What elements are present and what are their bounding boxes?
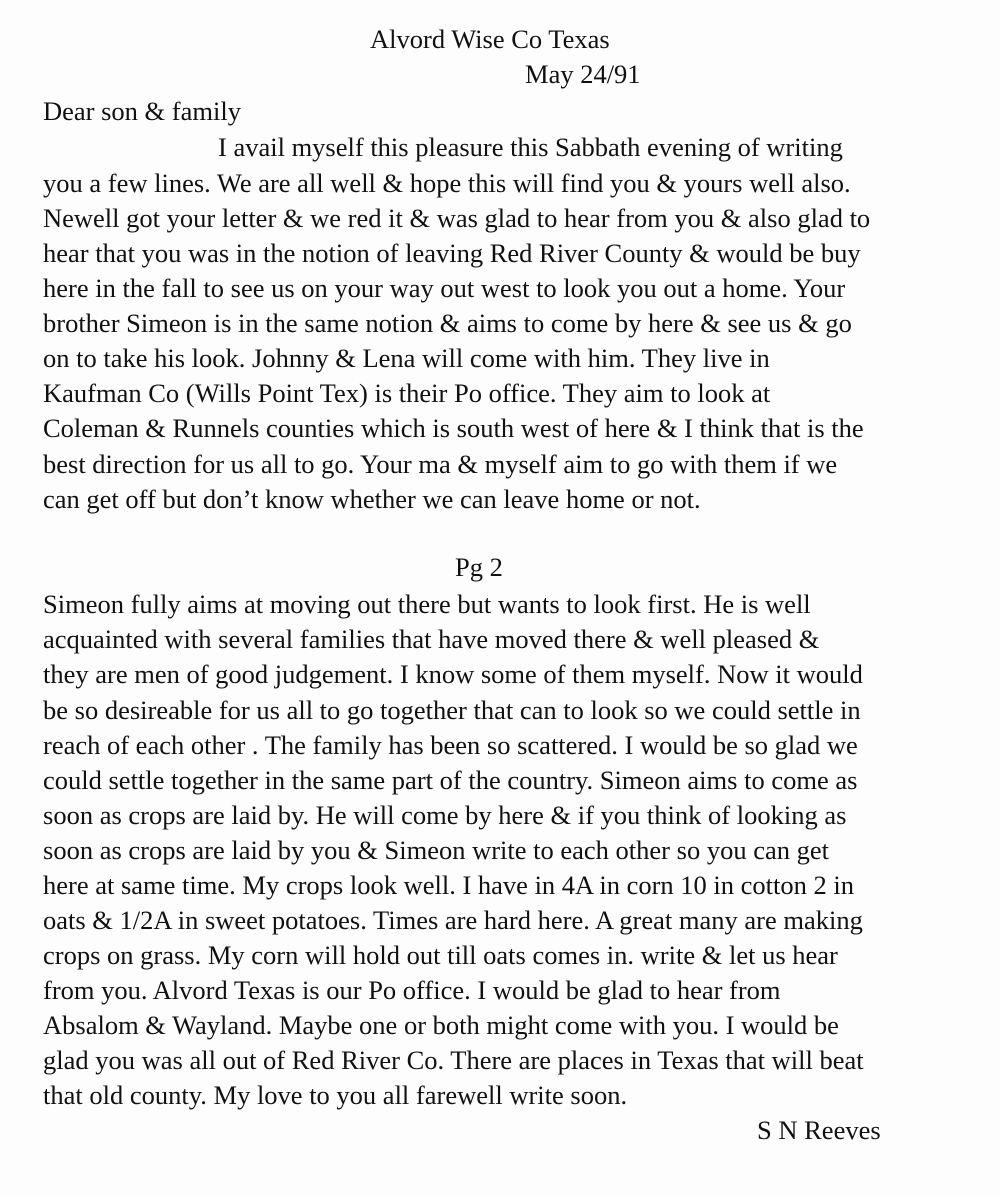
salutation: Dear son & family <box>43 96 241 126</box>
page2-line: oats & 1/2A in sweet potatoes. Times are hard here. A great many are making <box>43 905 863 935</box>
letter-place: Alvord Wise Co Texas <box>370 24 610 54</box>
page2-line: they are men of good judgement. I know some of them myself. Now it would <box>43 659 863 689</box>
page2-line: crops on grass. My corn will hold out till oats comes in. write & let us hear <box>43 940 838 970</box>
page2-line: from you. Alvord Texas is our Po office. I would be glad to hear from <box>43 975 781 1005</box>
page1-line: on to take his look. Johnny & Lena will come with him. They live in <box>43 343 770 373</box>
page2-line: glad you was all out of Red River Co. There are places in Texas that will beat <box>43 1045 864 1075</box>
page2-line: Absalom & Wayland. Maybe one or both might come with you. I would be <box>43 1010 839 1040</box>
page2-line: soon as crops are laid by you & Simeon write to each other so you can get <box>43 835 829 865</box>
page2-line: could settle together in the same part of the country. Simeon aims to come as <box>43 765 858 795</box>
page2-line: here at same time. My crops look well. I have in 4A in corn 10 in cotton 2 in <box>43 870 855 900</box>
page2-line: Simeon fully aims at moving out there but wants to look first. He is well <box>43 589 811 619</box>
page2-label: Pg 2 <box>455 552 503 582</box>
page1-line: best direction for us all to go. Your ma & myself aim to go with them if we <box>43 449 838 479</box>
page1-line: Coleman & Runnels counties which is south west of here & I think that is the <box>43 413 864 443</box>
page1-line: I avail myself this pleasure this Sabbath evening of writing <box>218 132 843 162</box>
page1-line: brother Simeon is in the same notion & aims to come by here & see us & go <box>43 308 852 338</box>
page1-line: hear that you was in the notion of leaving Red River County & would be buy <box>43 238 861 268</box>
page2-line: be so desireable for us all to go together that can to look so we could settle in <box>43 695 861 725</box>
page2-line: soon as crops are laid by. He will come by here & if you think of looking as <box>43 800 847 830</box>
page2-line: acquainted with several families that have moved there & well pleased & <box>43 624 820 654</box>
letter-date: May 24/91 <box>525 59 641 89</box>
page1-line: you a few lines. We are all well & hope this will find you & yours well also. <box>43 168 851 198</box>
page2-line: reach of each other . The family has been so scattered. I would be so glad we <box>43 730 858 760</box>
page1-line: Kaufman Co (Wills Point Tex) is their Po office. They aim to look at <box>43 378 771 408</box>
signature: S N Reeves <box>757 1115 881 1145</box>
page1-line: Newell got your letter & we red it & was glad to hear from you & also glad to <box>43 203 871 233</box>
page1-line: can get off but don’t know whether we can leave home or not. <box>43 484 701 514</box>
page1-line: here in the fall to see us on your way out west to look you out a home. Your <box>43 273 846 303</box>
page2-line: that old county. My love to you all farewell write soon. <box>43 1080 628 1110</box>
